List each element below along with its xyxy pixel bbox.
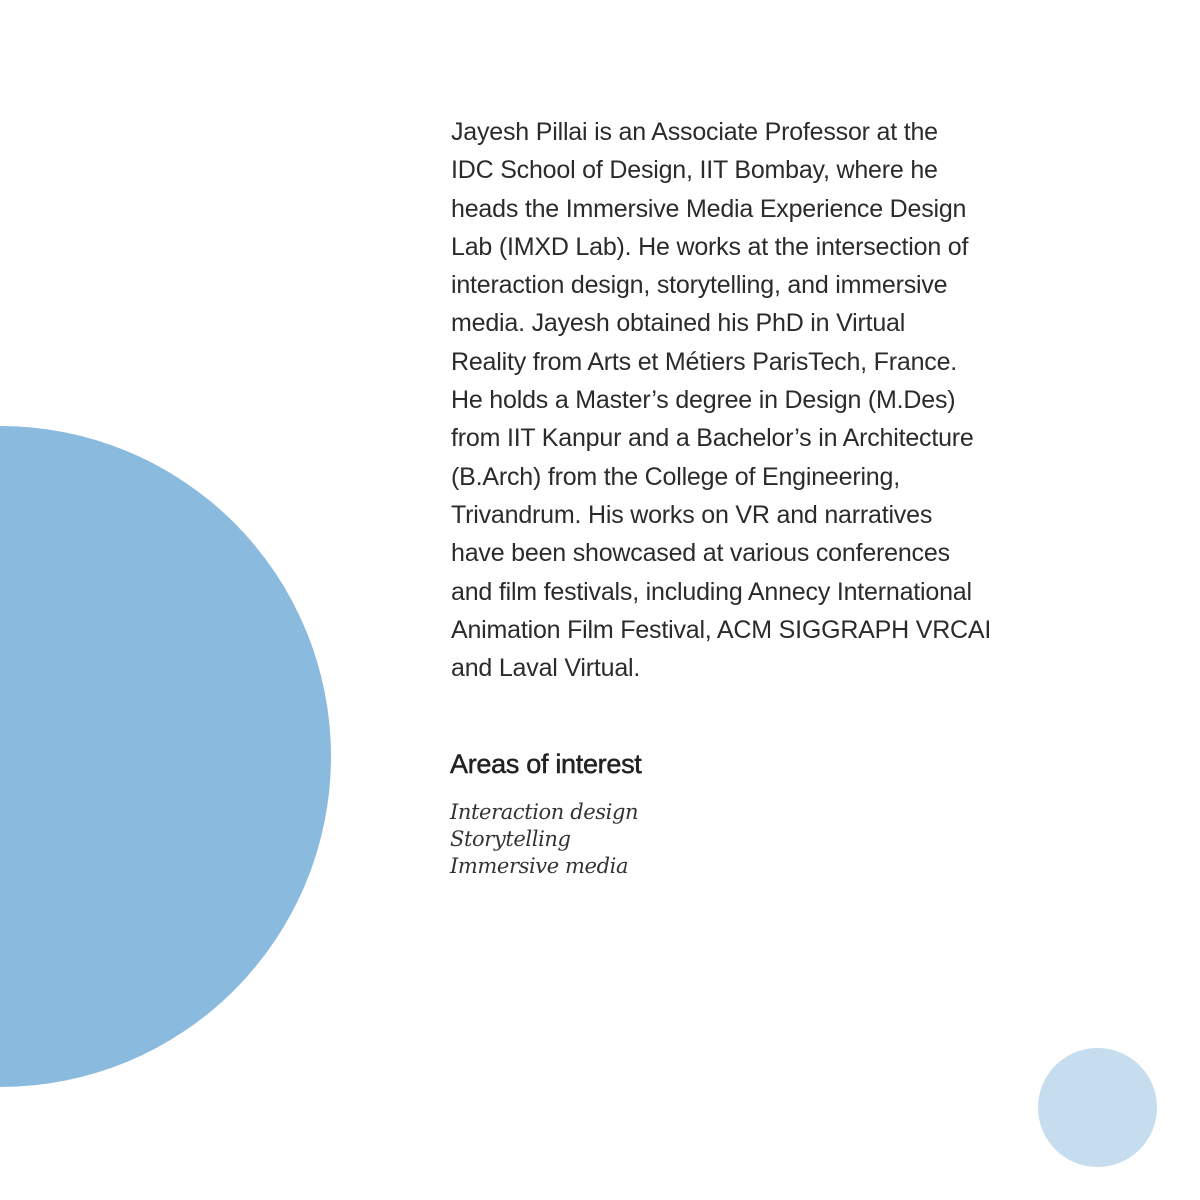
bio-line: Reality from Arts et Métiers ParisTech, France. [451,347,958,376]
bio-line: He holds a Master’s degree in Design (M.Des) [451,386,956,415]
bio-line: and Laval Virtual. [451,654,641,683]
interests-list [450,799,638,880]
bio-line: heads the Immersive Media Experience Design [451,194,967,223]
areas-of-interest-heading: Areas of interest [450,749,642,779]
bio-line: Lab (IMXD Lab). He works at the intersection of [451,232,969,261]
bio-line: and film festivals, including Annecy International [451,577,972,606]
bio-line: from IIT Kanpur and a Bachelor’s in Architecture [451,424,974,453]
bio-line: media. Jayesh obtained his PhD in Virtual [451,309,906,338]
interest-item: Interaction design [450,800,639,824]
bio-line: Trivandrum. His works on VR and narratives [451,500,933,529]
small-decorative-circle [1038,1048,1157,1167]
bio-line: IDC School of Design, IIT Bombay, where he [451,156,938,185]
bio-line: Animation Film Festival, ACM SIGGRAPH VRCAI [451,615,992,644]
bio-line: interaction design, storytelling, and immersive [451,271,948,300]
bio-line: (B.Arch) from the College of Engineering, [451,462,900,491]
interest-item: Storytelling [450,827,571,851]
bio-line: Jayesh Pillai is an Associate Professor at the [451,118,938,146]
interest-item: Immersive media [450,854,629,878]
bio-paragraph [451,113,1051,687]
bio-line: have been showcased at various conferences [451,539,950,568]
large-decorative-circle [0,426,331,1087]
